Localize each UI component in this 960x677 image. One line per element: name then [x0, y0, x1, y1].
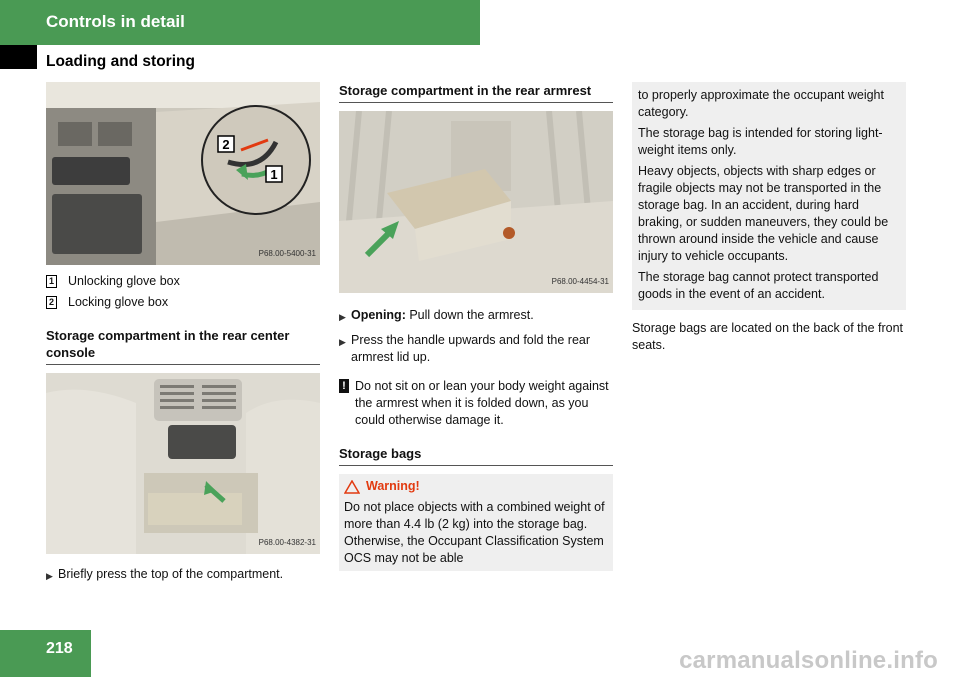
section-title: Loading and storing: [46, 53, 195, 70]
legend-item-1: [46, 273, 320, 290]
heading-storage-bags: Storage bags: [339, 445, 613, 466]
rear-console-illustration: [46, 373, 320, 554]
instruction-text: [351, 307, 534, 326]
warning-title: Warning!: [366, 479, 420, 493]
svg-text:2: 2: [222, 137, 230, 152]
storage-bags-location-text: Storage bags are located on the back of the front seats.: [632, 321, 904, 352]
warning-box: [339, 474, 613, 571]
rear-console-photo: [46, 373, 320, 554]
section-marker: [0, 45, 37, 69]
instruction-text: Press the handle upwards and fold the rear armrest lid up.: [351, 333, 591, 364]
legend-item-2: [46, 294, 320, 311]
image-reference-code: P68.00-5400-31: [258, 249, 316, 258]
heading-rear-armrest: Storage compartment in the rear armrest: [339, 82, 613, 103]
instruction-text: Briefly press the top of the compartment.: [58, 567, 284, 581]
warning-paragraph: to properly approximate the occupant weight category.: [638, 88, 884, 119]
caution-note: [339, 378, 613, 429]
glove-box-photo: [46, 82, 320, 265]
warning-text: Do not place objects with a combined weight of more than 4.4 lb (2 kg) into the storage bag. Otherwise, the Occupant Classification System OCS may not be able: [344, 500, 605, 565]
column-2: [339, 82, 613, 571]
bullet-arrow-icon: ▶: [339, 337, 346, 347]
legend-text: Unlocking glove box: [68, 274, 180, 288]
warning-continuation-box: [632, 82, 906, 310]
note-text: Do not sit on or lean your body weight against the armrest when it is folded down, as you could otherwise damage it.: [355, 379, 609, 427]
rear-armrest-illustration: [339, 111, 613, 293]
page-number: 218: [46, 640, 73, 657]
warning-paragraph: The storage bag is intended for storing light-weight items only.: [638, 126, 883, 157]
chapter-title: Controls in detail: [46, 12, 185, 31]
column-1: [46, 82, 320, 585]
legend-text: Locking glove box: [68, 295, 169, 309]
watermark: carmanualsonline.info: [679, 647, 938, 674]
bullet-arrow-icon: ▶: [339, 312, 346, 322]
exclamation-icon: !: [339, 379, 349, 393]
instruction-fold-lid: [339, 332, 613, 366]
rear-armrest-photo: [339, 111, 613, 293]
glove-box-illustration: [46, 82, 320, 265]
instruction-rest: Pull down the armrest.: [405, 308, 534, 322]
instruction-bold-label: Opening:: [351, 308, 406, 322]
image-reference-code: P68.00-4382-31: [258, 538, 316, 547]
warning-paragraph: Heavy objects, objects with sharp edges or fragile objects may not be transported in the storage bag. In an accident, during hard braking, or sudden maneuvers, they could be thrown around inside the vehicle and cause injury to vehicle occupants.: [638, 164, 889, 263]
legend-number: 1: [46, 275, 57, 288]
instruction-opening: [339, 307, 613, 326]
legend-number: 2: [46, 296, 57, 309]
warning-header: [344, 478, 607, 495]
image-reference-code: P68.00-4454-31: [551, 277, 609, 286]
warning-triangle-icon: [344, 480, 360, 494]
warning-paragraph: The storage bag cannot protect transported goods in the event of an accident.: [638, 270, 879, 301]
column-3: [632, 82, 906, 354]
instruction-press-compartment: [46, 566, 320, 585]
svg-text:1: 1: [270, 167, 278, 182]
heading-rear-center-console: Storage compartment in the rear center console: [46, 327, 320, 365]
bullet-arrow-icon: ▶: [46, 571, 53, 581]
